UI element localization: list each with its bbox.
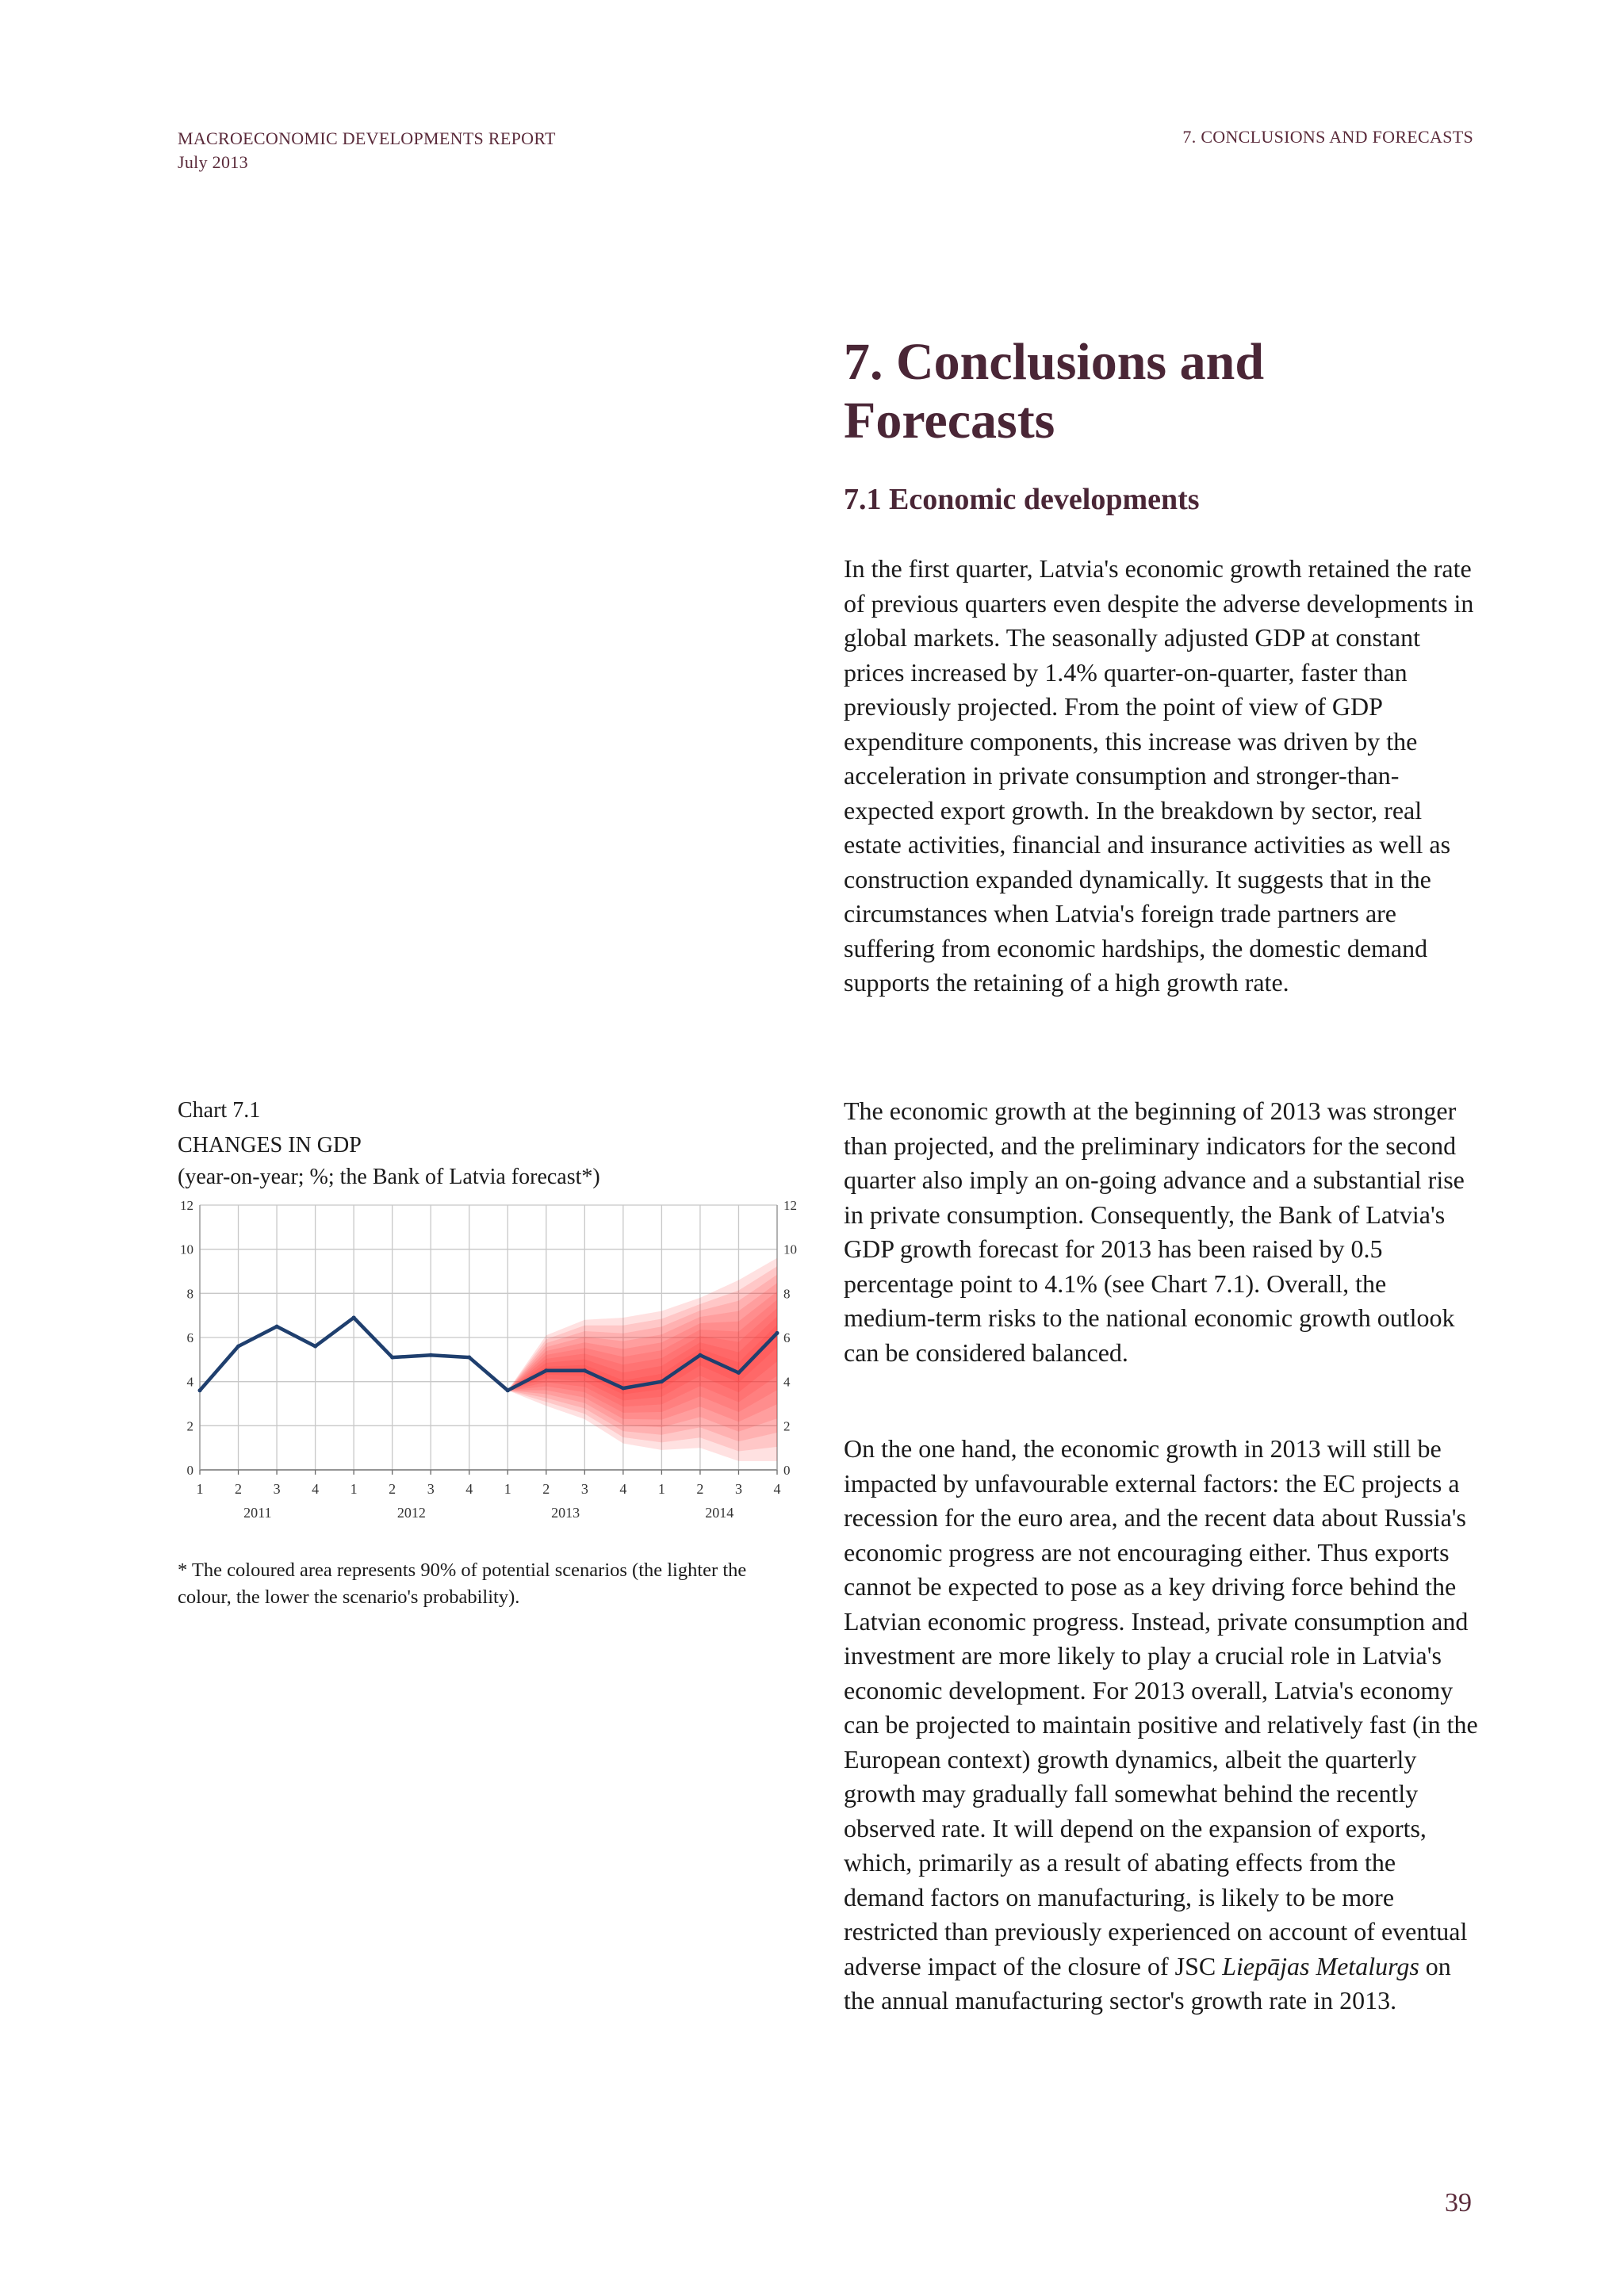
chart-footnote: * The coloured area represents 90% of potential scenarios (the lighter the colour, the lower the scenario's probability). — [178, 1559, 747, 1608]
x-tick-label: 1 — [196, 1481, 204, 1497]
paragraph-1: In the first quarter, Latvia's economic growth retained the rate of previous quarters even despite the adverse developments in global markets. The seasonally adjusted GDP at constant prices increased by 1.4% quarter-on-quarter, faster than previously projected. From the point of view of GDP expenditure components, this increase was driven by the acceleration in private consumption and stronger-than-expected export growth. In the breakdown by sector, real estate activities, financial and insurance activities as well as construction expanded dynamically. It suggests that in the circumstances when Latvia's foreign trade partners are suffering from economic hardships, the domestic demand supports the retaining of a high growth rate. — [844, 554, 1474, 997]
data-point — [776, 1331, 779, 1335]
y-tick-label-left: 0 — [186, 1463, 193, 1478]
y-tick-label-right: 12 — [783, 1198, 797, 1213]
running-header-right: 7. CONCLUSIONS AND FORECASTS — [1182, 127, 1473, 147]
y-tick-label-left: 6 — [186, 1330, 193, 1345]
data-point — [390, 1356, 394, 1360]
data-point — [621, 1387, 625, 1391]
report-title: MACROECONOMIC DEVELOPMENTS REPORT — [178, 128, 556, 148]
y-tick-label-left: 4 — [186, 1374, 193, 1390]
data-point — [429, 1353, 433, 1357]
gdp-chart — [167, 1194, 801, 1521]
paragraph-3 — [844, 1432, 1478, 2019]
x-tick-label: 1 — [504, 1481, 511, 1497]
y-tick-label-left: 10 — [180, 1242, 193, 1257]
y-tick-label-right: 0 — [783, 1463, 791, 1478]
y-tick-label-left: 12 — [180, 1198, 193, 1213]
x-tick-label: 4 — [773, 1481, 781, 1497]
data-point — [198, 1388, 202, 1392]
x-year-label: 2011 — [243, 1505, 272, 1521]
paragraph-2: The economic growth at the beginning of 2013 was stronger than projected, and the preliminary indicators for the second quarter also imply an on-going advance and a substantial rise in private consumption. Consequently, the Bank of Latvia's GDP growth forecast for 2013 has been raised by 0.5 percentage point to 4.1% (see Chart 7.1). Overall, the medium-term risks to the national economic growth outlook can be considered balanced. — [844, 1096, 1465, 1367]
data-point — [583, 1368, 587, 1372]
x-tick-label: 2 — [696, 1481, 704, 1497]
x-tick-label: 2 — [389, 1481, 396, 1497]
data-point — [313, 1345, 317, 1349]
y-tick-label-left: 8 — [186, 1286, 193, 1302]
data-point — [236, 1345, 240, 1349]
subsection-title: 7.1 Economic developments — [844, 483, 1200, 516]
y-tick-label-left: 2 — [186, 1418, 193, 1434]
running-header-left — [178, 127, 556, 174]
data-point — [275, 1325, 279, 1329]
x-tick-label: 2 — [542, 1481, 550, 1497]
x-tick-label: 4 — [465, 1481, 473, 1497]
x-tick-label: 1 — [657, 1481, 665, 1497]
x-tick-label: 3 — [273, 1481, 281, 1497]
y-tick-label-right: 2 — [783, 1418, 791, 1434]
chart-label: Chart 7.1 — [178, 1098, 261, 1123]
chart-subtitle: (year-on-year; %; the Bank of Latvia forecast*) — [178, 1165, 600, 1189]
report-date: July 2013 — [178, 152, 248, 172]
y-tick-label-right: 8 — [783, 1286, 791, 1302]
y-tick-label-right: 4 — [783, 1374, 791, 1390]
paragraph-3-text-b: on the annual manufacturing sector's growth rate in 2013. — [844, 1951, 1451, 2015]
chart-title: CHANGES IN GDP — [178, 1133, 362, 1158]
data-point — [737, 1371, 741, 1375]
data-point — [467, 1356, 471, 1360]
data-point — [660, 1380, 664, 1383]
data-point — [352, 1315, 356, 1319]
y-tick-label-right: 6 — [783, 1330, 791, 1345]
data-point — [698, 1353, 702, 1357]
data-point — [544, 1368, 548, 1372]
company-name: Liepājas Metalurgs — [1222, 1951, 1419, 1980]
x-tick-label: 4 — [312, 1481, 320, 1497]
data-point — [506, 1388, 510, 1392]
x-year-label: 2014 — [705, 1505, 734, 1521]
x-tick-label: 3 — [580, 1481, 588, 1497]
x-tick-label: 4 — [619, 1481, 627, 1497]
x-year-label: 2012 — [396, 1505, 426, 1521]
page-number: 39 — [1445, 2188, 1472, 2218]
x-tick-label: 3 — [427, 1481, 435, 1497]
y-tick-label-right: 10 — [783, 1242, 797, 1257]
x-tick-label: 1 — [350, 1481, 358, 1497]
paragraph-3-text-a: On the one hand, the economic growth in 2013 will still be impacted by unfavourable external factors: the EC projects a recession for the euro area, and the recent data about Russia's economic progress are not encouraging either. Thus exports cannot be expected to pose as a key driving force behind the Latvian economic progress. Instead, private consumption and investment are more likely to play a crucial role in Latvia's economic development. For 2013 overall, Latvia's economy can be projected to maintain positive and relatively fast (in the European context) growth dynamics, albeit the quarterly growth may gradually fall somewhat behind the recently observed rate. It will depend on the expansion of exports, which, primarily as a result of abating effects from the demand factors on manufacturing, is likely to be more restricted than previously experienced on account of eventual adverse impact of the closure of JSC — [844, 1434, 1478, 1980]
x-year-label: 2013 — [551, 1505, 580, 1521]
x-tick-label: 3 — [734, 1481, 742, 1497]
x-tick-label: 2 — [235, 1481, 243, 1497]
section-title: 7. Conclusions and Forecasts — [844, 333, 1265, 450]
